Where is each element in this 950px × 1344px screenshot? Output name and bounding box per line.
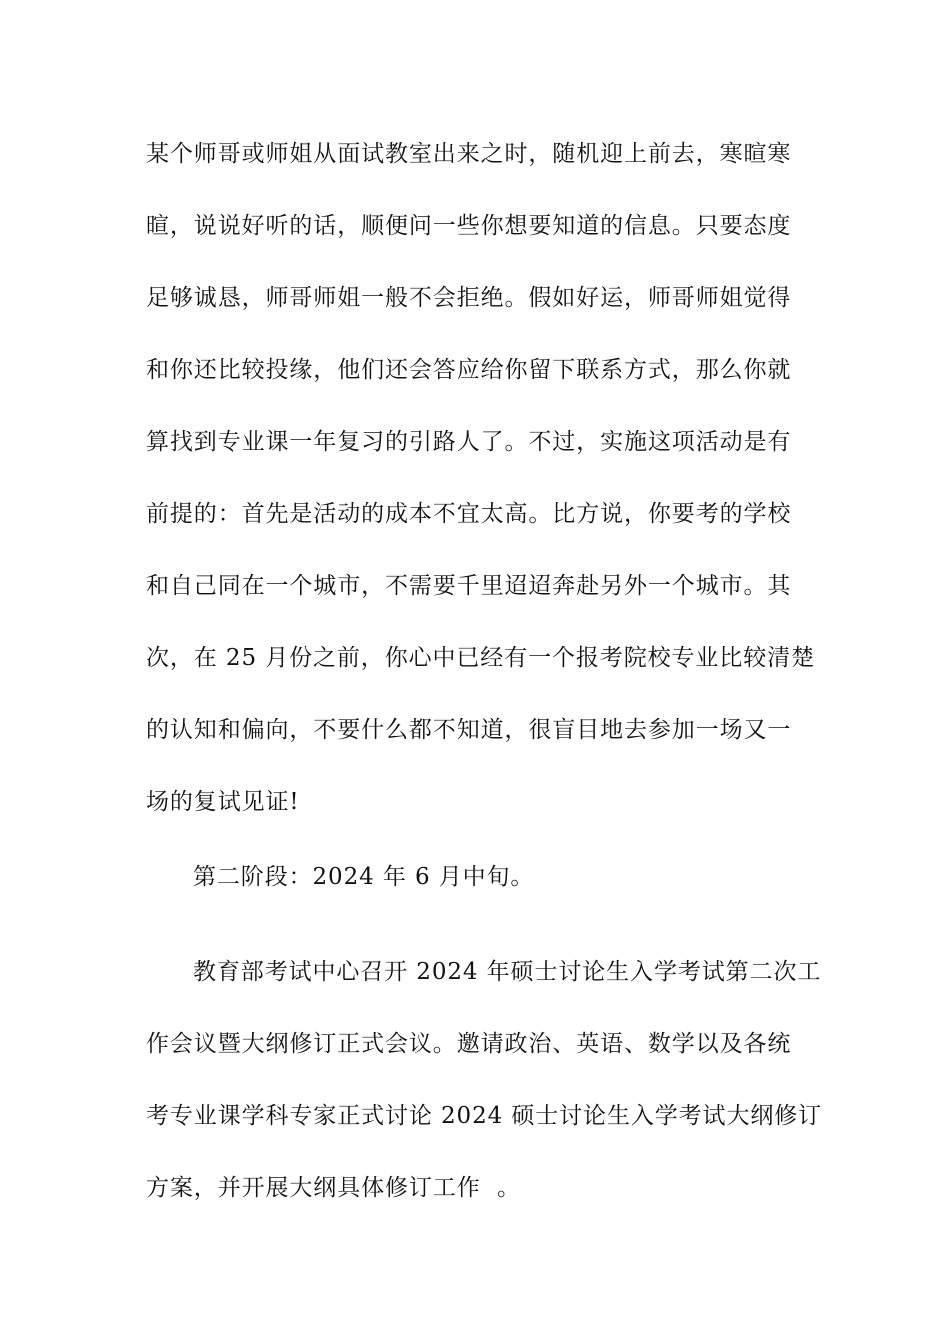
paragraph-line: 某个师哥或师姐从面试教室出来之时，随机迎上前去，寒暄寒 (146, 141, 792, 167)
paragraph-line: 作会议暨大纲修订正式会议。邀请政治、英语、数学以及各统 (146, 1031, 792, 1057)
paragraph-line: 的认知和偏向，不要什么都不知道，很盲目地去参加一场又一 (146, 717, 792, 743)
paragraph-line: 次，在 25 月份之前，你心中已经有一个报考院校专业比较清楚 (146, 645, 815, 671)
paragraph-line: 和你还比较投缘，他们还会答应给你留下联系方式，那么你就 (146, 357, 792, 383)
paragraph-line: 前提的：首先是活动的成本不宜太高。比方说，你要考的学校 (146, 501, 792, 527)
paragraph-line: 方案，并开展大纲具体修订工作 。 (146, 1175, 521, 1201)
paragraph-line: 暄，说说好听的话，顺便问一些你想要知道的信息。只要态度 (146, 213, 792, 239)
paragraph-line: 和自己同在一个城市，不需要千里迢迢奔赴另外一个城市。其 (146, 573, 792, 599)
section-heading: 第二阶段：2024 年 6 月中旬。 (193, 864, 535, 890)
paragraph-line: 教育部考试中心召开 2024 年硕士讨论生入学考试第二次工 (193, 959, 822, 985)
paragraph-line: 算找到专业课一年复习的引路人了。不过，实施这项活动是有 (146, 429, 792, 455)
paragraph-line: 足够诚恳，师哥师姐一般不会拒绝。假如好运，师哥师姐觉得 (146, 285, 792, 311)
paragraph-line: 考专业课学科专家正式讨论 2024 硕士讨论生入学考试大纲修订 (146, 1103, 823, 1129)
paragraph-line: 场的复试见证! (146, 789, 300, 815)
